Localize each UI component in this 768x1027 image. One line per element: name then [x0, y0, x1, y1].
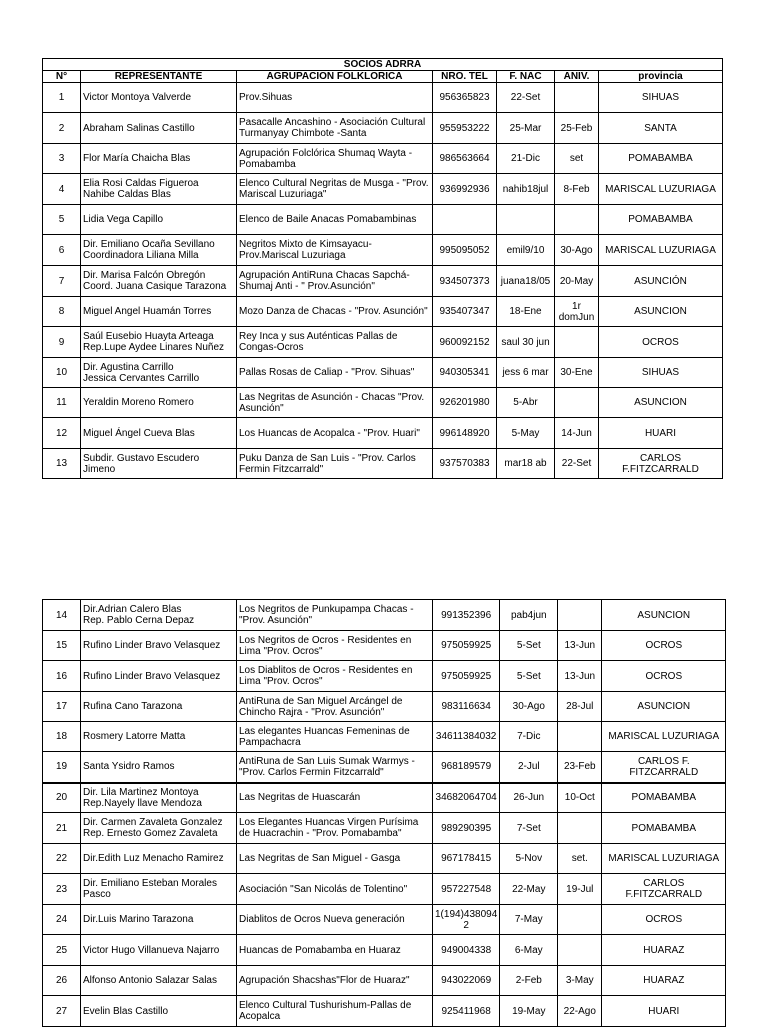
table-row	[43, 83, 723, 113]
cell-aniv: 1r domJun	[555, 297, 599, 327]
cell-grp: Negritos Mixto de Kimsayacu-Prov.Mariscal Luzuriaga	[237, 235, 433, 266]
cell-grp: Los Elegantes Huancas Virgen Purísima de Huacrachin - "Prov. Pomabamba"	[237, 813, 433, 844]
cell-prov: HUARI	[599, 418, 723, 449]
cell-fnac: 7-Set	[500, 813, 558, 844]
cell-rep: Dir. Lila Martinez Montoya Rep.Nayely llave Mendoza	[81, 783, 237, 813]
cell-num: 10	[43, 358, 81, 388]
cell-num: 26	[43, 966, 81, 996]
cell-num: 5	[43, 205, 81, 235]
cell-fnac: jess 6 mar	[497, 358, 555, 388]
cell-tel: 991352396	[433, 600, 500, 631]
table-row	[43, 722, 726, 752]
cell-aniv: 3-May	[558, 966, 602, 996]
cell-rep: Dir.Edith Luz Menacho Ramirez	[81, 844, 237, 874]
cell-num: 2	[43, 113, 81, 144]
table-row	[43, 235, 723, 266]
cell-grp: Rey Inca y sus Auténticas Pallas de Congas-Ocros	[237, 327, 433, 358]
table-row	[43, 327, 723, 358]
cell-tel: 986563664	[433, 144, 497, 174]
cell-grp: Los Negritos de Punkupampa Chacas - "Prov. Asunción"	[237, 600, 433, 631]
header-representante: REPRESENTANTE	[81, 71, 237, 83]
cell-aniv	[555, 205, 599, 235]
cell-aniv: 8-Feb	[555, 174, 599, 205]
cell-fnac: 25-Mar	[497, 113, 555, 144]
header-fecha-nac: F. NAC	[497, 71, 555, 83]
cell-rep: Victor Montoya Valverde	[81, 83, 237, 113]
cell-grp: Las Negritas de Huascarán	[237, 783, 433, 813]
cell-aniv	[558, 600, 602, 631]
cell-prov: HUARAZ	[602, 935, 726, 966]
cell-rep: Dir. Marisa Falcón Obregón Coord. Juana Casique Tarazona	[81, 266, 237, 297]
table-row	[43, 996, 726, 1027]
cell-grp: Agrupación Shacshas"Flor de Huaraz"	[237, 966, 433, 996]
cell-grp: Diablitos de Ocros Nueva generación	[237, 905, 433, 935]
cell-prov: POMABAMBA	[599, 205, 723, 235]
cell-grp: Las elegantes Huancas Femeninas de Pampachacra	[237, 722, 433, 752]
cell-aniv: 13-Jun	[558, 661, 602, 692]
cell-tel: 949004338	[433, 935, 500, 966]
table-row	[43, 844, 726, 874]
table-row	[43, 113, 723, 144]
cell-fnac: nahib18jul	[497, 174, 555, 205]
cell-num: 1	[43, 83, 81, 113]
cell-prov: MARISCAL LUZURIAGA	[599, 235, 723, 266]
cell-num: 27	[43, 996, 81, 1027]
cell-num: 19	[43, 752, 81, 783]
header-num: N°	[43, 71, 81, 83]
cell-fnac: 5-Nov	[500, 844, 558, 874]
header-agrupacion: AGRUPACION FOLKLORICA	[237, 71, 433, 83]
cell-tel: 975059925	[433, 661, 500, 692]
cell-tel: 989290395	[433, 813, 500, 844]
cell-num: 7	[43, 266, 81, 297]
cell-prov: MARISCAL LUZURIAGA	[599, 174, 723, 205]
cell-prov: ASUNCION	[599, 388, 723, 418]
cell-tel: 967178415	[433, 844, 500, 874]
cell-prov: HUARAZ	[602, 966, 726, 996]
table-row	[43, 297, 723, 327]
table-row	[43, 661, 726, 692]
cell-prov: ASUNCION	[602, 600, 726, 631]
cell-tel: 955953222	[433, 113, 497, 144]
cell-fnac	[497, 205, 555, 235]
cell-aniv: 22-Set	[555, 449, 599, 479]
socios-table-bottom	[42, 599, 726, 1027]
cell-grp: Pasacalle Ancashino - Asociación Cultural Turmanyay Chimbote -Santa	[237, 113, 433, 144]
cell-fnac: 6-May	[500, 935, 558, 966]
cell-tel: 968189579	[433, 752, 500, 783]
cell-tel: 956365823	[433, 83, 497, 113]
cell-fnac: 5-Abr	[497, 388, 555, 418]
table-row	[43, 692, 726, 722]
cell-num: 14	[43, 600, 81, 631]
cell-prov: ASUNCION	[602, 692, 726, 722]
cell-fnac: juana18/05	[497, 266, 555, 297]
cell-prov: POMABAMBA	[599, 144, 723, 174]
cell-tel: 925411968	[433, 996, 500, 1027]
cell-prov: SIHUAS	[599, 83, 723, 113]
cell-rep: Dir.Adrian Calero Blas Rep. Pablo Cerna Depaz	[81, 600, 237, 631]
cell-num: 3	[43, 144, 81, 174]
table-row	[43, 449, 723, 479]
cell-rep: Miguel Ángel Cueva Blas	[81, 418, 237, 449]
cell-grp: Agrupación Folclórica Shumaq Wayta - Pomabamba	[237, 144, 433, 174]
cell-fnac: 18-Ene	[497, 297, 555, 327]
cell-fnac: 2-Jul	[500, 752, 558, 783]
cell-aniv: 30-Ago	[555, 235, 599, 266]
cell-aniv	[555, 388, 599, 418]
cell-num: 22	[43, 844, 81, 874]
cell-fnac: 22-Set	[497, 83, 555, 113]
cell-num: 12	[43, 418, 81, 449]
cell-grp: Puku Danza de San Luis - "Prov. Carlos Fermin Fitzcarrald"	[237, 449, 433, 479]
cell-aniv: 19-Jul	[558, 874, 602, 905]
cell-aniv: 20-May	[555, 266, 599, 297]
cell-aniv: 13-Jun	[558, 631, 602, 661]
cell-rep: Rufino Linder Bravo Velasquez	[81, 631, 237, 661]
cell-prov: MARISCAL LUZURIAGA	[602, 722, 726, 752]
cell-num: 23	[43, 874, 81, 905]
cell-fnac: 21-Dic	[497, 144, 555, 174]
cell-aniv	[555, 327, 599, 358]
table-row	[43, 874, 726, 905]
cell-num: 9	[43, 327, 81, 358]
cell-rep: Saúl Eusebio Huayta Arteaga Rep.Lupe Aydee Linares Nuñez	[81, 327, 237, 358]
cell-aniv	[555, 83, 599, 113]
cell-rep: Rosmery Latorre Matta	[81, 722, 237, 752]
cell-rep: Rufino Linder Bravo Velasquez	[81, 661, 237, 692]
table-row	[43, 266, 723, 297]
cell-num: 11	[43, 388, 81, 418]
table-row	[43, 600, 726, 631]
cell-rep: Dir.Luis Marino Tarazona	[81, 905, 237, 935]
cell-tel: 926201980	[433, 388, 497, 418]
table-row	[43, 935, 726, 966]
cell-prov: HUARI	[602, 996, 726, 1027]
cell-grp: Agrupación AntiRuna Chacas Sapchá- Shumaj Anti - " Prov.Asunción"	[237, 266, 433, 297]
cell-grp: Elenco de Baile Anacas Pomabambinas	[237, 205, 433, 235]
cell-grp: Las Negritas de San Miguel - Gasga	[237, 844, 433, 874]
table-title-row	[43, 59, 723, 71]
cell-fnac: 22-May	[500, 874, 558, 905]
cell-prov: POMABAMBA	[602, 813, 726, 844]
cell-rep: Yeraldin Moreno Romero	[81, 388, 237, 418]
table-row	[43, 144, 723, 174]
header-telefono: NRO. TEL	[433, 71, 497, 83]
cell-rep: Dir. Emiliano Ocaña Sevillano Coordinadora Liliana Milla	[81, 235, 237, 266]
cell-num: 20	[43, 783, 81, 813]
cell-tel: 943022069	[433, 966, 500, 996]
cell-fnac: 19-May	[500, 996, 558, 1027]
cell-tel: 940305341	[433, 358, 497, 388]
cell-aniv	[558, 905, 602, 935]
cell-fnac: 5-Set	[500, 661, 558, 692]
cell-num: 15	[43, 631, 81, 661]
cell-aniv	[558, 722, 602, 752]
cell-num: 17	[43, 692, 81, 722]
cell-prov: ASUNCION	[599, 297, 723, 327]
cell-fnac: mar18 ab	[497, 449, 555, 479]
cell-rep: Lidia Vega Capillo	[81, 205, 237, 235]
table-row	[43, 966, 726, 996]
table-row	[43, 418, 723, 449]
cell-prov: OCROS	[599, 327, 723, 358]
cell-aniv	[558, 813, 602, 844]
cell-tel: 937570383	[433, 449, 497, 479]
cell-grp: Huancas de Pomabamba en Huaraz	[237, 935, 433, 966]
cell-fnac: emil9/10	[497, 235, 555, 266]
table-header-row	[43, 71, 723, 83]
cell-prov: CARLOS F.FITZCARRALD	[599, 449, 723, 479]
cell-aniv: 14-Jun	[555, 418, 599, 449]
cell-rep: Dir. Agustina Carrillo Jessica Cervantes Carrillo	[81, 358, 237, 388]
table-row	[43, 388, 723, 418]
cell-grp: Los Negritos de Ocros - Residentes en Lima "Prov. Ocros"	[237, 631, 433, 661]
cell-grp: Elenco Cultural Tushurishum-Pallas de Acopalca	[237, 996, 433, 1027]
table-row	[43, 813, 726, 844]
cell-rep: Victor Hugo Villanueva Najarro	[81, 935, 237, 966]
cell-rep: Elia Rosi Caldas Figueroa Nahibe Caldas Blas	[81, 174, 237, 205]
cell-grp: Los Diablitos de Ocros - Residentes en Lima "Prov. Ocros"	[237, 661, 433, 692]
table-title: SOCIOS ADRRA	[43, 59, 723, 71]
cell-fnac: 7-May	[500, 905, 558, 935]
cell-grp: Elenco Cultural Negritas de Musga - "Prov. Mariscal Luzuriaga"	[237, 174, 433, 205]
cell-prov: OCROS	[602, 631, 726, 661]
cell-rep: Flor María Chaicha Blas	[81, 144, 237, 174]
cell-rep: Dir. Carmen Zavaleta Gonzalez Rep. Ernesto Gomez Zavaleta	[81, 813, 237, 844]
cell-num: 13	[43, 449, 81, 479]
cell-aniv: 25-Feb	[555, 113, 599, 144]
cell-prov: ASUNCIÓN	[599, 266, 723, 297]
header-aniversario: ANIV.	[555, 71, 599, 83]
cell-prov: SIHUAS	[599, 358, 723, 388]
table-row	[43, 631, 726, 661]
cell-num: 4	[43, 174, 81, 205]
cell-num: 24	[43, 905, 81, 935]
cell-num: 18	[43, 722, 81, 752]
cell-rep: Evelin Blas Castillo	[81, 996, 237, 1027]
cell-num: 8	[43, 297, 81, 327]
cell-fnac: 26-Jun	[500, 783, 558, 813]
cell-aniv: 30-Ene	[555, 358, 599, 388]
cell-tel	[433, 205, 497, 235]
cell-fnac: 2-Feb	[500, 966, 558, 996]
cell-aniv: 22-Ago	[558, 996, 602, 1027]
cell-prov: POMABAMBA	[602, 783, 726, 813]
cell-prov: MARISCAL LUZURIAGA	[602, 844, 726, 874]
cell-aniv: 10-Oct	[558, 783, 602, 813]
table-row	[43, 752, 726, 783]
cell-num: 21	[43, 813, 81, 844]
cell-prov: CARLOS F. FITZCARRALD	[602, 752, 726, 783]
cell-fnac: pab4jun	[500, 600, 558, 631]
cell-tel: 936992936	[433, 174, 497, 205]
cell-num: 25	[43, 935, 81, 966]
table-row	[43, 783, 726, 813]
cell-rep: Alfonso Antonio Salazar Salas	[81, 966, 237, 996]
cell-tel: 34682064704	[433, 783, 500, 813]
cell-tel: 996148920	[433, 418, 497, 449]
cell-prov: OCROS	[602, 661, 726, 692]
cell-rep: Miguel Angel Huamán Torres	[81, 297, 237, 327]
cell-rep: Santa Ysidro Ramos	[81, 752, 237, 783]
cell-grp: AntiRuna de San Luis Sumak Warmys - "Prov. Carlos Fermin Fitzcarrald"	[237, 752, 433, 783]
cell-tel: 960092152	[433, 327, 497, 358]
cell-prov: CARLOS F.FITZCARRALD	[602, 874, 726, 905]
cell-aniv	[558, 935, 602, 966]
cell-aniv: 28-Jul	[558, 692, 602, 722]
cell-grp: Asociación "San Nicolás de Tolentino"	[237, 874, 433, 905]
cell-tel: 1(194)438094 2	[433, 905, 500, 935]
cell-aniv: 23-Feb	[558, 752, 602, 783]
table-row	[43, 205, 723, 235]
cell-fnac: 5-May	[497, 418, 555, 449]
table-row	[43, 358, 723, 388]
cell-tel: 957227548	[433, 874, 500, 905]
socios-table-top	[42, 58, 723, 479]
cell-grp: Pallas Rosas de Caliap - "Prov. Sihuas"	[237, 358, 433, 388]
cell-grp: Prov.Sihuas	[237, 83, 433, 113]
cell-grp: Las Negritas de Asunción - Chacas "Prov. Asunción"	[237, 388, 433, 418]
cell-rep: Subdir. Gustavo Escudero Jimeno	[81, 449, 237, 479]
cell-fnac: 5-Set	[500, 631, 558, 661]
cell-grp: AntiRuna de San Miguel Arcángel de Chincho Rajra - "Prov. Asunción"	[237, 692, 433, 722]
cell-num: 16	[43, 661, 81, 692]
cell-rep: Rufina Cano Tarazona	[81, 692, 237, 722]
cell-aniv: set.	[558, 844, 602, 874]
cell-fnac: 7-Dic	[500, 722, 558, 752]
cell-fnac: 30-Ago	[500, 692, 558, 722]
cell-tel: 983116634	[433, 692, 500, 722]
cell-prov: OCROS	[602, 905, 726, 935]
cell-tel: 995095052	[433, 235, 497, 266]
table-row	[43, 174, 723, 205]
cell-tel: 975059925	[433, 631, 500, 661]
cell-prov: SANTA	[599, 113, 723, 144]
cell-tel: 34611384032	[433, 722, 500, 752]
cell-tel: 935407347	[433, 297, 497, 327]
header-provincia: provincia	[599, 71, 723, 83]
table-row	[43, 905, 726, 935]
cell-fnac: saul 30 jun	[497, 327, 555, 358]
cell-aniv: set	[555, 144, 599, 174]
cell-num: 6	[43, 235, 81, 266]
cell-rep: Abraham Salinas Castillo	[81, 113, 237, 144]
cell-grp: Mozo Danza de Chacas - "Prov. Asunción"	[237, 297, 433, 327]
cell-tel: 934507373	[433, 266, 497, 297]
cell-rep: Dir. Emiliano Esteban Morales Pasco	[81, 874, 237, 905]
cell-grp: Los Huancas de Acopalca - "Prov. Huari"	[237, 418, 433, 449]
